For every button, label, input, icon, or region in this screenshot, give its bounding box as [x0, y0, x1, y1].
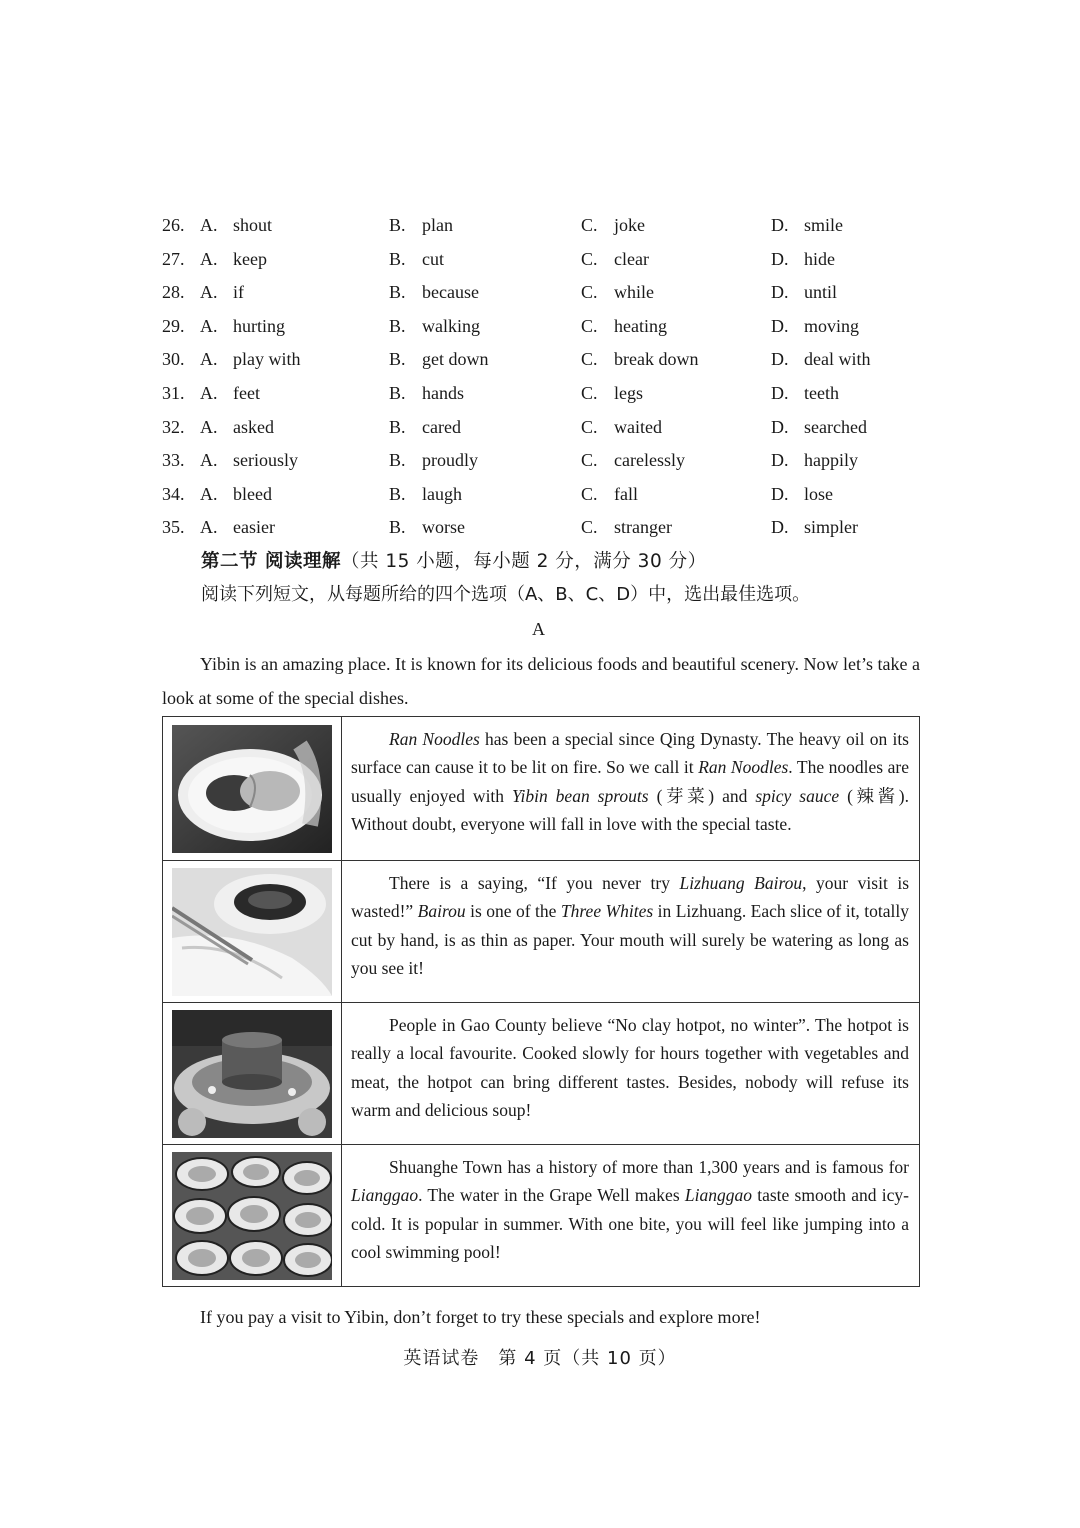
option-b	[389, 243, 444, 277]
question-number: 33.	[162, 450, 185, 471]
option-b	[389, 511, 465, 545]
option-letter: A.	[200, 450, 218, 471]
option-text: shout	[233, 215, 273, 235]
option-text: feet	[233, 382, 260, 403]
option-letter: C.	[581, 483, 598, 504]
option-letter: D.	[771, 315, 789, 336]
option-d	[771, 343, 870, 377]
question-row	[162, 377, 922, 411]
option-letter: C.	[581, 282, 598, 303]
dish-description: There is a saying, “If you never try Lizhuang Bairou, your visit is wasted!” Bairou is one of the Three Whites in Lizhuang. Each slice of it, totally cut by hand, is as thin as paper. Your mouth will surely be watering as long as you see it!	[351, 873, 910, 979]
option-text: hurting	[233, 315, 285, 336]
option-b	[389, 411, 461, 445]
question-row	[162, 511, 922, 545]
option-text: legs	[614, 382, 643, 403]
option-letter: C.	[581, 248, 598, 269]
option-text: waited	[614, 416, 662, 437]
lianggao-bowls-photo	[163, 1145, 342, 1286]
option-letter: A.	[200, 349, 218, 370]
option-letter: D.	[771, 349, 789, 370]
option-text: while	[614, 282, 654, 303]
option-c	[581, 377, 643, 411]
option-letter: A.	[200, 315, 218, 336]
option-c	[581, 310, 667, 344]
option-letter: B.	[389, 282, 406, 303]
option-text: proudly	[422, 450, 478, 471]
option-b	[389, 343, 489, 377]
option-letter: A.	[200, 215, 218, 235]
section-title-bold: 第二节 阅读理解	[201, 551, 341, 572]
option-text: stranger	[614, 517, 672, 538]
option-text: searched	[804, 416, 867, 437]
page-footer: 英语试卷 第 4 页（共 10 页）	[403, 1348, 677, 1369]
option-letter: B.	[389, 215, 406, 235]
option-letter: C.	[581, 215, 598, 235]
option-a	[200, 478, 272, 512]
option-a	[200, 276, 244, 310]
option-d	[771, 243, 835, 277]
option-b	[389, 209, 453, 243]
option-letter: D.	[771, 416, 789, 437]
question-number: 31.	[162, 382, 185, 403]
option-letter: D.	[771, 282, 789, 303]
question-row	[162, 411, 922, 445]
option-text: because	[422, 282, 479, 303]
option-letter: C.	[581, 450, 598, 471]
dish-row-clay-hotpot	[162, 1003, 920, 1145]
option-letter: A.	[200, 416, 218, 437]
option-text: hide	[804, 248, 835, 269]
option-a	[200, 209, 272, 243]
cloze-options-list	[162, 209, 922, 545]
option-letter: D.	[771, 248, 789, 269]
option-text: asked	[233, 416, 274, 437]
passage-intro: Yibin is an amazing place. It is known for its delicious foods and beautiful scenery. Now let’s take a look at some of the special dishes.	[162, 654, 920, 708]
option-text: joke	[614, 215, 645, 235]
option-text: smile	[804, 215, 843, 235]
passage-closing: If you pay a visit to Yibin, don’t forget to try these specials and explore more!	[200, 1307, 761, 1327]
question-number: 34.	[162, 483, 185, 504]
option-text: hands	[422, 382, 464, 403]
option-text: play with	[233, 349, 301, 370]
section-title-scoring: （共 15 小题，每小题 2 分，满分 30 分）	[340, 551, 707, 572]
option-letter: D.	[771, 483, 789, 504]
option-b	[389, 444, 478, 478]
question-number: 32.	[162, 416, 185, 437]
option-text: cared	[422, 416, 461, 437]
option-text: teeth	[804, 382, 839, 403]
option-d	[771, 511, 858, 545]
question-row	[162, 243, 922, 277]
option-text: deal with	[804, 349, 871, 370]
option-a	[200, 310, 285, 344]
option-letter: D.	[771, 517, 789, 538]
option-letter: B.	[389, 382, 406, 403]
option-text: clear	[614, 248, 649, 269]
option-text: if	[233, 282, 244, 303]
option-c	[581, 411, 662, 445]
dish-row-ran-noodles	[162, 716, 920, 861]
dish-description: Ran Noodles has been a special since Qing Dynasty. The heavy oil on its surface can cause it to be lit on fire. So we call it Ran Noodles. The noodles are usually enjoyed with Yibin bean sprouts (芽菜) and spicy sauce (辣酱). Without doubt, everyone will fall in love with the special taste.	[351, 729, 909, 835]
clay-hotpot-photo	[163, 1003, 342, 1144]
option-text: simpler	[804, 517, 858, 538]
dish-description: Shuanghe Town has a history of more than 1,300 years and is famous for Lianggao. The water in the Grape Well makes Lianggao taste smooth and icy-cold. It is popular in summer. With one bite, you will feel like jumping into a cool swimming pool!	[351, 1157, 910, 1263]
option-text: get down	[422, 349, 489, 370]
dishes-table	[162, 716, 920, 1287]
option-d	[771, 377, 839, 411]
option-b	[389, 310, 480, 344]
option-text: keep	[233, 248, 267, 269]
dish-description: People in Gao County believe “No clay hotpot, no winter”. The hotpot is really a local favourite. Cooked slowly for hours together with vegetables and meat, the hotpot can bring different tastes. Besides, nobody will refuse its warm and delicious soup!	[351, 1015, 909, 1121]
option-text: lose	[804, 483, 833, 504]
question-number: 27.	[162, 248, 185, 269]
option-letter: B.	[389, 248, 406, 269]
question-number: 30.	[162, 349, 185, 370]
option-letter: A.	[200, 248, 218, 269]
option-text: cut	[422, 248, 444, 269]
option-text: heating	[614, 315, 667, 336]
option-letter: B.	[389, 517, 406, 538]
option-letter: B.	[389, 483, 406, 504]
question-row	[162, 478, 922, 512]
dish-row-lizhuang-bairou	[162, 861, 920, 1003]
option-letter: A.	[200, 282, 218, 303]
option-letter: D.	[771, 382, 789, 403]
option-text: happily	[804, 450, 858, 471]
question-number: 26.	[162, 215, 185, 235]
option-c	[581, 511, 672, 545]
option-letter: D.	[771, 450, 789, 471]
option-text: worse	[422, 517, 465, 538]
dish-row-lianggao	[162, 1145, 920, 1287]
option-d	[771, 478, 833, 512]
option-d	[771, 444, 858, 478]
option-letter: B.	[389, 416, 406, 437]
option-letter: C.	[581, 517, 598, 538]
option-letter: B.	[389, 450, 406, 471]
option-b	[389, 478, 462, 512]
section-instruction: 阅读下列短文，从每题所给的四个选项（A、B、C、D）中，选出最佳选项。	[201, 584, 811, 605]
option-text: break down	[614, 349, 699, 370]
option-text: plan	[422, 215, 453, 235]
option-a	[200, 511, 275, 545]
sliced-pork-photo	[163, 861, 342, 1002]
option-text: fall	[614, 483, 638, 504]
option-text: bleed	[233, 483, 272, 504]
option-c	[581, 478, 638, 512]
option-d	[771, 276, 837, 310]
option-text: until	[804, 282, 838, 303]
option-letter: C.	[581, 315, 598, 336]
option-b	[389, 377, 464, 411]
noodle-plate-photo	[163, 717, 342, 860]
question-row	[162, 276, 922, 310]
question-number: 28.	[162, 282, 185, 303]
option-a	[200, 411, 274, 445]
option-c	[581, 209, 645, 243]
option-letter: C.	[581, 416, 598, 437]
option-text: easier	[233, 517, 275, 538]
option-b	[389, 276, 479, 310]
option-letter: B.	[389, 349, 406, 370]
question-row	[162, 209, 922, 243]
question-row	[162, 310, 922, 344]
option-a	[200, 444, 298, 478]
option-letter: A.	[200, 382, 218, 403]
option-c	[581, 343, 698, 377]
option-letter: A.	[200, 483, 218, 504]
question-row	[162, 343, 922, 377]
question-number: 35.	[162, 517, 185, 538]
question-number: 29.	[162, 315, 185, 336]
option-a	[200, 343, 301, 377]
option-text: laugh	[422, 483, 462, 504]
option-d	[771, 209, 843, 243]
section-title	[201, 547, 707, 577]
passage-letter: A	[532, 619, 545, 639]
option-a	[200, 243, 267, 277]
option-d	[771, 310, 859, 344]
option-d	[771, 411, 867, 445]
option-c	[581, 276, 654, 310]
option-text: carelessly	[614, 450, 685, 471]
option-letter: C.	[581, 382, 598, 403]
option-letter: B.	[389, 315, 406, 336]
option-a	[200, 377, 260, 411]
option-text: moving	[804, 315, 860, 336]
option-letter: C.	[581, 349, 598, 370]
option-text: walking	[422, 315, 480, 336]
option-c	[581, 444, 685, 478]
option-c	[581, 243, 649, 277]
option-letter: D.	[771, 215, 789, 235]
option-text: seriously	[233, 450, 298, 471]
option-letter: A.	[200, 517, 218, 538]
question-row	[162, 444, 922, 478]
